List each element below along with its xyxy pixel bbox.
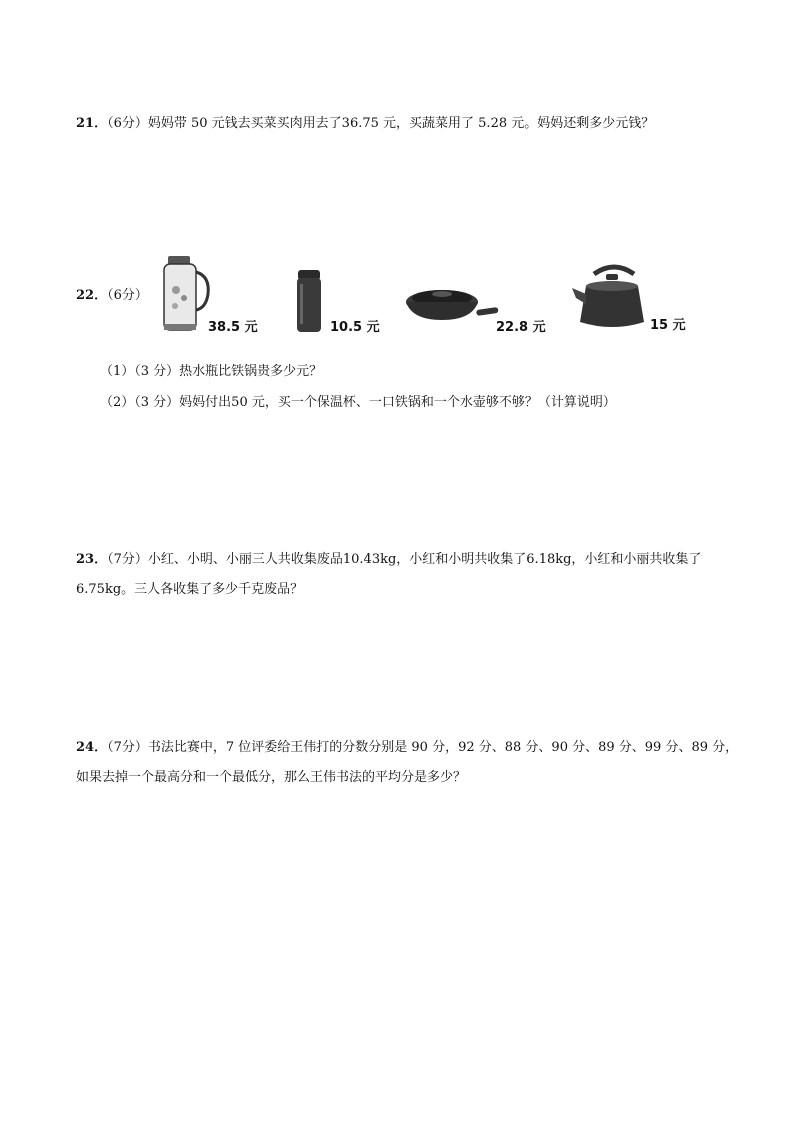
question-number: 24． <box>76 740 108 755</box>
question-text: 小红、小明、小丽三人共收集废品10.43kg，小红和小明共收集了6.18kg，小红和小丽共收集了 6.75kg。三人各收集了多少千克废品？ <box>76 552 702 597</box>
product-iron-pan <box>404 284 500 332</box>
price-label: 15 元 <box>650 318 686 333</box>
question-number: 22． <box>76 288 108 303</box>
insulated-cup-icon <box>296 270 322 334</box>
question-22-part-1: （1）（3 分）热水瓶比铁锅贵多少元？ <box>100 364 323 379</box>
product-pictures <box>150 248 710 340</box>
kettle-icon <box>570 260 654 330</box>
question-number: 23． <box>76 552 108 567</box>
question-24 <box>76 733 748 793</box>
iron-pan-icon <box>404 284 500 328</box>
question-text: 书法比赛中，7 位评委给王伟打的分数分别是 90 分，92 分、88 分、90 分、89 分、99 分、89 分，如果去掉一个最高分和一个最低分，那么王伟书法的平均分是多少？ <box>76 740 739 785</box>
thermos-icon <box>158 254 214 334</box>
product-insulated-cup <box>296 270 322 338</box>
question-22-part-2: （2）（3 分）妈妈付出50 元，买一个保温杯、一口铁锅和一个水壶够不够？（计算说明） <box>100 395 616 410</box>
product-thermos <box>158 254 214 338</box>
product-kettle <box>570 260 654 334</box>
price-label: 10.5 元 <box>330 320 380 335</box>
question-text: 妈妈带 50 元钱去买菜买肉用去了36.75 元，买蔬菜用了 5.28 元。妈妈还剩多少元钱？ <box>147 116 655 131</box>
question-score: （6分） <box>107 288 148 303</box>
question-21 <box>76 109 748 139</box>
price-label: 38.5 元 <box>208 320 258 335</box>
question-number: 21． <box>76 116 108 131</box>
question-23 <box>76 545 748 605</box>
price-label: 22.8 元 <box>496 320 546 335</box>
question-score: （7分） <box>107 740 148 755</box>
question-score: （6分） <box>107 116 148 131</box>
question-score: （7分） <box>107 552 148 567</box>
